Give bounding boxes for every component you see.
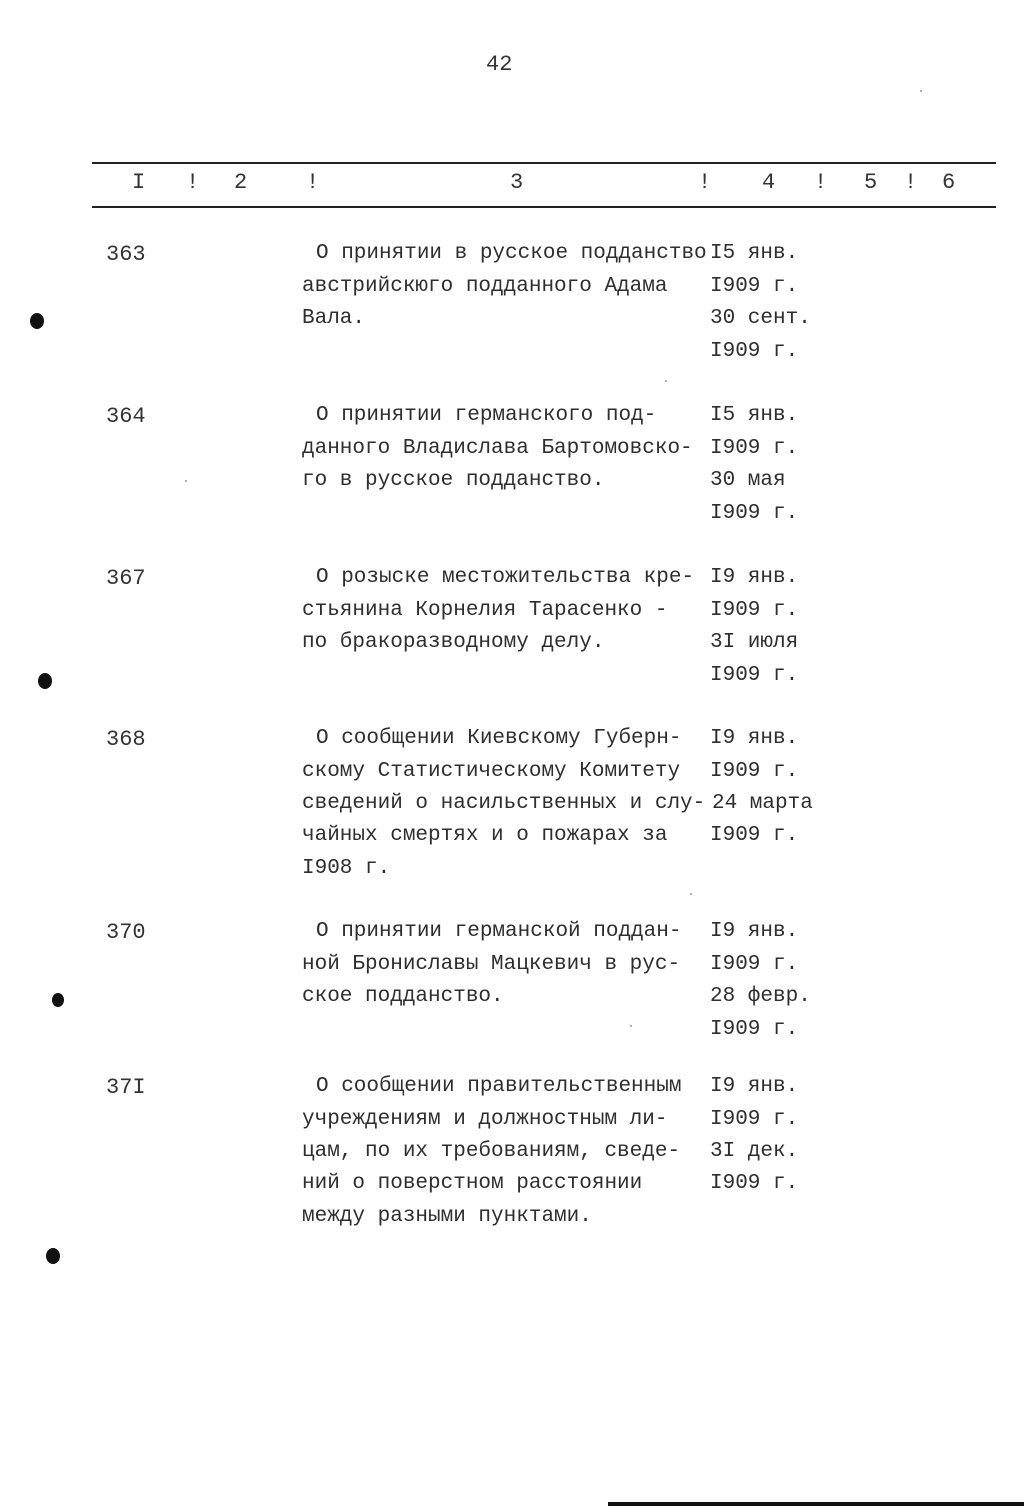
entry-description-line: го в русское подданство.: [302, 469, 605, 492]
column-separator: !: [698, 170, 712, 195]
scan-speck: [630, 1025, 632, 1027]
column-4-label: 4: [762, 170, 776, 195]
entry-date-line: I909 г.: [710, 1108, 799, 1131]
entry-description-line: О розыске местожительства кре-: [316, 566, 695, 589]
column-1-label: I: [132, 170, 146, 195]
entry-date-line: I909 г.: [710, 1172, 799, 1195]
entry-date-line: 3I июля: [710, 631, 799, 654]
entry-date-line: I5 янв.: [710, 242, 799, 265]
column-separator: !: [306, 170, 320, 195]
entry-description-line: I908 г.: [302, 857, 391, 880]
entry-description-line: ское подданство.: [302, 985, 504, 1008]
entry-description-line: чайных смертях и о пожарах за: [302, 824, 668, 847]
column-separator: !: [814, 170, 828, 195]
entry-description-line: по бракоразводному делу.: [302, 631, 605, 654]
entry-date-line: I909 г.: [710, 824, 799, 847]
column-separator: !: [904, 170, 918, 195]
page-number: 42: [486, 52, 513, 77]
entry-date-line: I5 янв.: [710, 404, 799, 427]
column-3-label: 3: [510, 170, 524, 195]
entry-description-line: О принятии в русское подданство: [316, 242, 707, 265]
header-top-rule: [92, 162, 996, 164]
entry-description-line: ний о поверстном расстоянии: [302, 1172, 643, 1195]
entry-date-line: I909 г.: [710, 953, 799, 976]
entry-date-line: I909 г.: [710, 599, 799, 622]
entry-date-line: I9 янв.: [710, 566, 799, 589]
entry-description-line: стьянина Корнелия Тарасенко -: [302, 599, 668, 622]
entry-description-line: скому Статистическому Комитету: [302, 760, 681, 783]
entry-date-line: 24 марта: [712, 792, 813, 815]
entry-description-line: О сообщении правительственным: [316, 1075, 682, 1098]
entry-date-line: I9 янв.: [710, 1075, 799, 1098]
binder-hole-icon: [46, 1248, 60, 1264]
entry-number: 370: [106, 920, 146, 945]
entry-description-line: цам, по их требованиям, сведе-: [302, 1140, 681, 1163]
entry-date-line: I909 г.: [710, 275, 799, 298]
entry-number: 37I: [106, 1075, 146, 1100]
scan-speck: [665, 380, 667, 382]
entry-number: 367: [106, 566, 146, 591]
entry-description-line: между разными пунктами.: [302, 1205, 592, 1228]
scan-speck: [185, 480, 187, 482]
entry-date-line: I909 г.: [710, 1018, 799, 1041]
entry-description-line: О принятии германской поддан-: [316, 920, 682, 943]
scan-speck: [920, 90, 922, 92]
column-6-label: 6: [942, 170, 956, 195]
entry-date-line: I909 г.: [710, 502, 799, 525]
binder-hole-icon: [38, 673, 52, 689]
binder-hole-icon: [52, 993, 64, 1007]
entry-number: 368: [106, 727, 146, 752]
entry-description-line: ной Брониславы Мацкевич в рус-: [302, 953, 681, 976]
entry-date-line: I9 янв.: [710, 920, 799, 943]
entry-description-line: австрийскюго подданного Адама: [302, 275, 668, 298]
binder-hole-icon: [30, 313, 44, 329]
entry-date-line: I909 г.: [710, 340, 799, 363]
entry-number: 364: [106, 404, 146, 429]
column-2-label: 2: [234, 170, 248, 195]
entry-date-line: 28 февр.: [710, 985, 811, 1008]
scan-speck: [690, 893, 692, 895]
entry-description-line: О принятии германского под-: [316, 404, 657, 427]
entry-date-line: I909 г.: [710, 437, 799, 460]
column-separator: !: [186, 170, 200, 195]
entry-date-line: 30 мая: [710, 469, 786, 492]
bottom-edge-rule: [608, 1502, 1024, 1506]
entry-date-line: I909 г.: [710, 664, 799, 687]
entry-description-line: О сообщении Киевскому Губерн-: [316, 727, 682, 750]
entry-description-line: данного Владислава Бартомовско-: [302, 437, 693, 460]
entry-description-line: учреждениям и должностным ли-: [302, 1108, 668, 1131]
entry-date-line: 30 сент.: [710, 307, 811, 330]
entry-description-line: Вала.: [302, 307, 366, 330]
entry-date-line: 3I дек.: [710, 1140, 799, 1163]
entry-number: 363: [106, 242, 146, 267]
entry-description-line: сведений о насильственных и слу-: [302, 792, 706, 815]
table-header: [92, 170, 996, 200]
entry-date-line: I9 янв.: [710, 727, 799, 750]
column-5-label: 5: [864, 170, 878, 195]
header-bottom-rule: [92, 206, 996, 208]
entry-date-line: I909 г.: [710, 760, 799, 783]
